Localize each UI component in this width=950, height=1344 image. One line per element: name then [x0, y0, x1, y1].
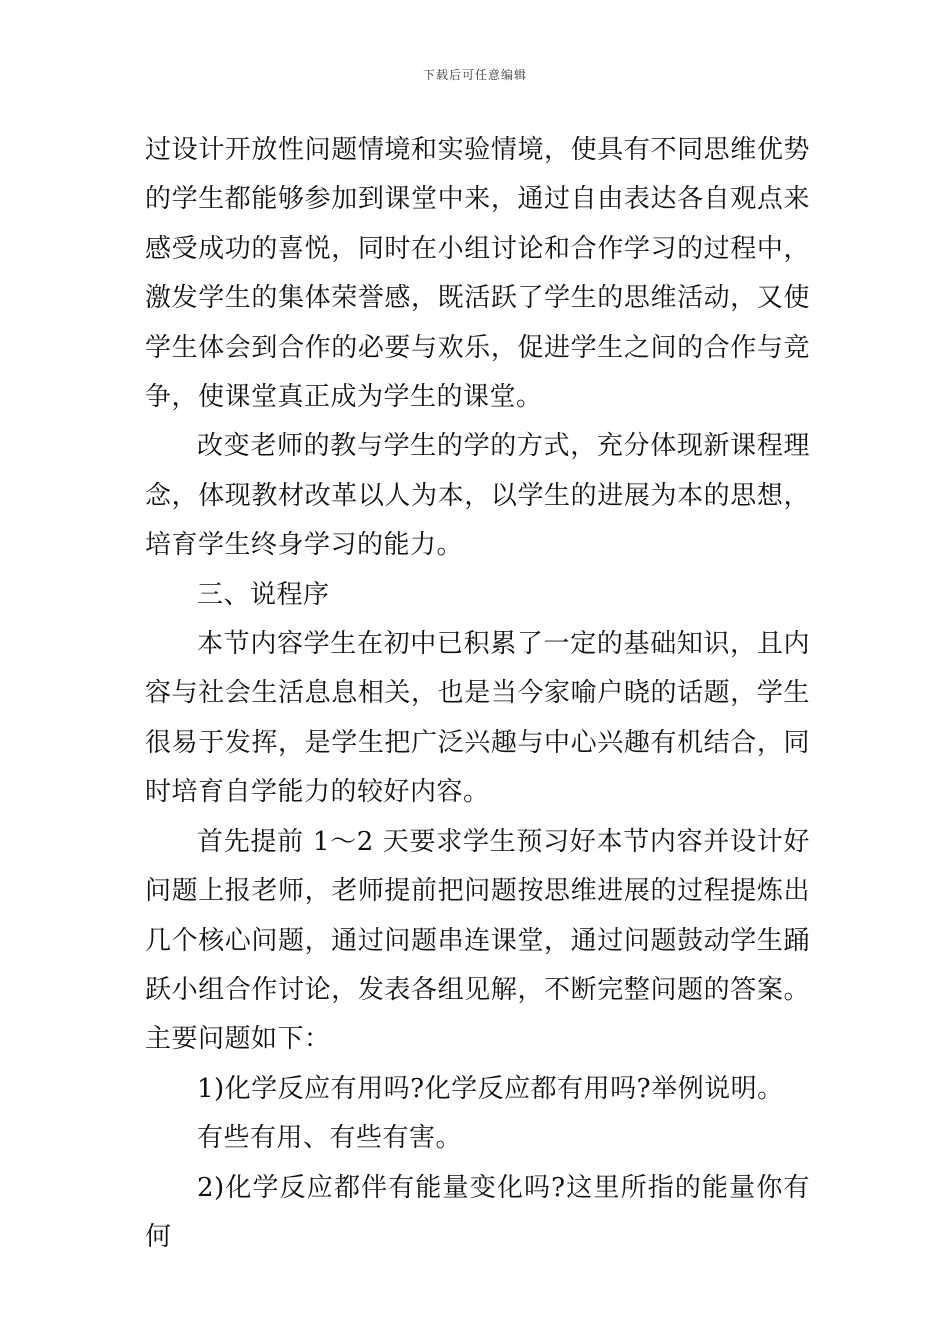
section-heading-procedure: 三、说程序 — [197, 579, 330, 610]
document-body — [145, 126, 810, 1262]
paragraph-4: 首先提前 1～2 天要求学生预习好本节内容并设计好问题上报老师，老师提前把问题按思维进展的过程提炼出几个核心问题，通过问题串连课堂，通过问题鼓动学生踊跃小组合作讨论，发表各组见解，不断完整问题的答案。主要问题如下： — [145, 826, 810, 1055]
paragraph-2: 改变老师的教与学生的学的方式，充分体现新课程理念，体现教材改革以人为本，以学生的进展为本的思想，培育学生终身学习的能力。 — [145, 431, 810, 561]
paragraph-1: 过设计开放性问题情境和实验情境，使具有不同思维优势的学生都能够参加到课堂中来，通过自由表达各自观点来感受成功的喜悦，同时在小组讨论和合作学习的过程中，激发学生的集体荣誉感，既活跃了学生的思维活动，又使学生体会到合作的必要与欢乐，促进学生之间的合作与竞争，使课堂真正成为学生的课堂。 — [145, 135, 810, 413]
page-header: 下载后可任意编辑 — [422, 68, 527, 82]
question-1: 1)化学反应有用吗?化学反应都有用吗?举例说明。 — [197, 1073, 784, 1104]
paragraph-3: 本节内容学生在初中已积累了一定的基础知识，且内容与社会生活息息相关，也是当今家喻户晓的话题，学生很易于发挥，是学生把广泛兴趣与中心兴趣有机结合，同时培育自学能力的较好内容。 — [145, 629, 810, 808]
question-2: 2)化学反应都伴有能量变化吗?这里所指的能量你有何 — [145, 1172, 810, 1252]
answer-1: 有些有用、有些有害。 — [197, 1123, 463, 1154]
